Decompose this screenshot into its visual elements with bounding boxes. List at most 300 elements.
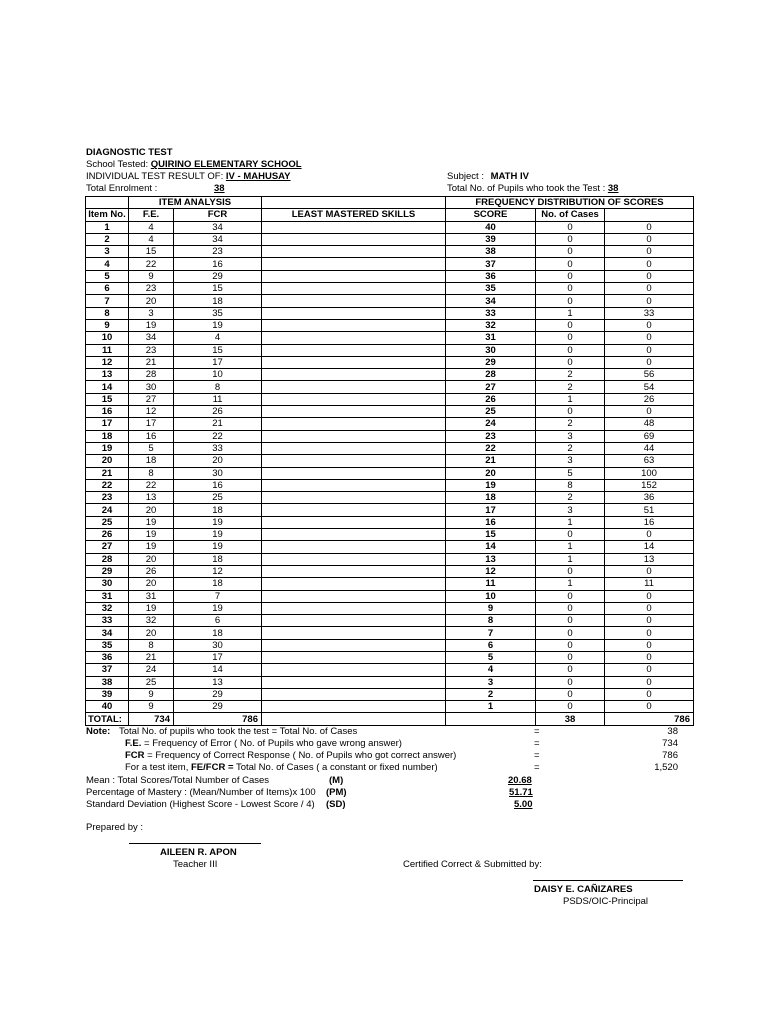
table-row [86,541,694,553]
item-no-cell: 1 [86,221,129,233]
score-cell: 14 [446,541,536,553]
item-no-cell: 34 [86,627,129,639]
product-cell: 0 [605,565,694,577]
score-cell: 5 [446,651,536,663]
fcr-cell: 19 [174,602,262,614]
product-cell: 11 [605,578,694,590]
fcr-cell: 17 [174,651,262,663]
fe-cell: 20 [129,295,174,307]
item-no-cell: 9 [86,319,129,331]
fe-cell: 32 [129,615,174,627]
product-cell: 0 [605,233,694,245]
score-cell: 7 [446,627,536,639]
fe-cell: 13 [129,492,174,504]
cases-cell: 0 [536,688,605,700]
table-row [86,492,694,504]
table-row [86,651,694,663]
mean-abbr: (M) [329,775,344,786]
least-mastered-cell [262,615,446,627]
least-mastered-cell [262,467,446,479]
note-line-2 [125,738,402,750]
product-cell: 14 [605,541,694,553]
table-row [86,639,694,651]
total-product-cell: 786 [605,713,694,725]
total-cases-cell: 38 [536,713,605,725]
cases-cell: 1 [536,516,605,528]
item-no-cell: 27 [86,541,129,553]
fcr-cell: 19 [174,516,262,528]
table-group-header [86,197,694,209]
fcr-cell: 34 [174,221,262,233]
fcr-cell: 6 [174,615,262,627]
cases-cell: 0 [536,246,605,258]
item-no-cell: 36 [86,651,129,663]
fcr-cell: 25 [174,492,262,504]
cases-cell: 1 [536,307,605,319]
fcr-cell: 18 [174,504,262,516]
mastery-abbr: (PM) [326,787,347,798]
item-no-cell: 38 [86,676,129,688]
school-label: School Tested: [86,159,149,170]
result-value: IV - MAHUSAY [225,171,291,182]
fcr-cell: 17 [174,356,262,368]
note-value-1: 38 [667,726,678,737]
product-cell: 33 [605,307,694,319]
fe-cell: 30 [129,381,174,393]
item-no-cell: 30 [86,578,129,590]
product-cell: 0 [605,602,694,614]
score-cell: 2 [446,688,536,700]
score-cell: 34 [446,295,536,307]
pupils-line [447,183,618,195]
least-mastered-cell [262,664,446,676]
product-cell: 0 [605,283,694,295]
note-eq-2: = [534,738,540,749]
fe-cell: 31 [129,590,174,602]
product-cell: 0 [605,221,694,233]
product-cell: 0 [605,651,694,663]
fe-cell: 21 [129,356,174,368]
least-mastered-cell [262,332,446,344]
item-no-cell: 25 [86,516,129,528]
note-value-2: 734 [662,738,678,749]
product-cell: 51 [605,504,694,516]
least-mastered-cell [262,393,446,405]
cases-cell: 0 [536,701,605,713]
item-no-cell: 6 [86,283,129,295]
note-eq-3: = [534,750,540,761]
certified-label: Certified Correct & Submitted by: [403,859,542,870]
mastery-label: Percentage of Mastery : (Mean/Number of Items)x 100 [86,787,316,798]
score-cell: 30 [446,344,536,356]
item-no-cell: 11 [86,344,129,356]
least-mastered-cell [262,369,446,381]
cases-cell: 0 [536,529,605,541]
cases-cell: 0 [536,233,605,245]
fe-cell: 23 [129,344,174,356]
cases-cell: 3 [536,455,605,467]
item-no-cell: 19 [86,442,129,454]
product-cell: 0 [605,639,694,651]
product-cell: 54 [605,381,694,393]
table-row [86,688,694,700]
cases-cell: 0 [536,565,605,577]
fcr-cell: 29 [174,270,262,282]
item-no-cell: 31 [86,590,129,602]
principal-signature-line [533,880,683,881]
item-no-cell: 35 [86,639,129,651]
fcr-cell: 18 [174,553,262,565]
cases-cell: 0 [536,221,605,233]
item-no-cell: 5 [86,270,129,282]
score-cell: 1 [446,701,536,713]
least-mastered-cell [262,504,446,516]
fe-cell: 4 [129,233,174,245]
least-mastered-cell [262,639,446,651]
score-cell: 15 [446,529,536,541]
score-cell: 8 [446,615,536,627]
cases-cell: 2 [536,369,605,381]
product-cell: 0 [605,664,694,676]
fcr-cell: 12 [174,565,262,577]
table-row [86,602,694,614]
fe-cell: 9 [129,688,174,700]
fe-cell: 23 [129,283,174,295]
cases-cell: 0 [536,664,605,676]
fcr-cell: 10 [174,369,262,381]
fe-cell: 19 [129,602,174,614]
least-mastered-cell [262,529,446,541]
score-cell: 16 [446,516,536,528]
fcr-cell: 15 [174,344,262,356]
least-mastered-cell [262,307,446,319]
cases-cell: 0 [536,295,605,307]
cases-cell: 8 [536,479,605,491]
item-no-cell: 28 [86,553,129,565]
fe-cell: 9 [129,270,174,282]
score-cell: 25 [446,406,536,418]
item-no-cell: 2 [86,233,129,245]
score-cell: 20 [446,467,536,479]
table-row [86,676,694,688]
principal-name: DAISY E. CAÑIZARES [534,884,633,895]
table-row [86,664,694,676]
item-no-cell: 12 [86,356,129,368]
item-no-cell: 40 [86,701,129,713]
item-no-cell: 22 [86,479,129,491]
fcr-cell: 30 [174,467,262,479]
table-row [86,295,694,307]
fe-cell: 12 [129,406,174,418]
table-row [86,479,694,491]
product-cell: 26 [605,393,694,405]
score-cell: 12 [446,565,536,577]
table-row [86,467,694,479]
least-mastered-cell [262,319,446,331]
cases-cell: 0 [536,639,605,651]
fcr-cell: 18 [174,295,262,307]
fe-cell: 20 [129,578,174,590]
fcr-cell: 18 [174,627,262,639]
fcr-cell: 11 [174,393,262,405]
fcr-cell: 29 [174,701,262,713]
product-cell: 0 [605,295,694,307]
enrolment-label: Total Enrolment : [86,183,158,194]
item-no-cell: 15 [86,393,129,405]
cases-cell: 3 [536,430,605,442]
fe-cell: 19 [129,529,174,541]
subject-label: Subject : [447,171,484,182]
total-label-cell: TOTAL: [86,713,129,725]
item-no-cell: 23 [86,492,129,504]
item-no-cell: 14 [86,381,129,393]
note-fcr-term: FCR [125,750,145,761]
result-label: INDIVIDUAL TEST RESULT OF: [86,171,224,182]
table-row [86,393,694,405]
score-cell: 3 [446,676,536,688]
product-cell: 0 [605,590,694,602]
table-row [86,627,694,639]
col-fcr: FCR [174,209,262,221]
table-row [86,430,694,442]
table-row [86,283,694,295]
cases-cell: 0 [536,676,605,688]
total-score-cell [446,713,536,725]
product-cell: 0 [605,319,694,331]
item-no-cell: 7 [86,295,129,307]
fe-cell: 28 [129,369,174,381]
fe-cell: 16 [129,430,174,442]
score-cell: 33 [446,307,536,319]
mean-label: Mean : Total Scores/Total Number of Cases [86,775,270,786]
total-fcr-cell: 786 [174,713,262,725]
least-mastered-cell [262,381,446,393]
table-row [86,233,694,245]
total-fe-cell: 734 [129,713,174,725]
item-no-cell: 29 [86,565,129,577]
fcr-cell: 14 [174,664,262,676]
least-mastered-cell [262,492,446,504]
table-row [86,565,694,577]
least-mastered-cell [262,430,446,442]
score-cell: 37 [446,258,536,270]
score-cell: 31 [446,332,536,344]
fe-cell: 19 [129,541,174,553]
fe-cell: 22 [129,258,174,270]
fe-cell: 4 [129,221,174,233]
product-cell: 152 [605,479,694,491]
table-row [86,504,694,516]
cases-cell: 0 [536,258,605,270]
score-cell: 32 [446,319,536,331]
fe-cell: 3 [129,307,174,319]
fe-cell: 9 [129,701,174,713]
least-mastered-cell [262,344,446,356]
note-fe-term: F.E. [125,738,142,749]
fcr-cell: 23 [174,246,262,258]
score-cell: 24 [446,418,536,430]
item-no-cell: 20 [86,455,129,467]
note-fefcr-def: Total No. of Cases ( a constant or fixed number) [235,762,438,773]
fcr-cell: 20 [174,455,262,467]
product-cell: 0 [605,627,694,639]
item-no-cell: 32 [86,602,129,614]
product-cell: 16 [605,516,694,528]
product-cell: 0 [605,701,694,713]
fcr-cell: 16 [174,258,262,270]
teacher-name: AILEEN R. APON [160,847,237,858]
subject-line [447,171,529,183]
product-cell: 63 [605,455,694,467]
fe-cell: 34 [129,332,174,344]
sd-abbr: (SD) [326,799,346,810]
fe-cell: 26 [129,565,174,577]
fe-cell: 18 [129,455,174,467]
fe-cell: 20 [129,553,174,565]
fcr-cell: 4 [174,332,262,344]
least-mastered-cell [262,406,446,418]
cases-cell: 1 [536,578,605,590]
document-title: DIAGNOSTIC TEST [86,147,173,158]
pupils-value: 38 [607,183,619,194]
note-item-prefix: For a test item, [125,762,189,773]
table-row [86,258,694,270]
cases-cell: 0 [536,356,605,368]
fcr-cell: 29 [174,688,262,700]
score-cell: 39 [446,233,536,245]
product-cell: 69 [605,430,694,442]
fe-cell: 27 [129,393,174,405]
product-cell: 48 [605,418,694,430]
prepared-by-label: Prepared by : [86,822,144,833]
table-row [86,455,694,467]
fe-cell: 8 [129,639,174,651]
least-mastered-cell [262,701,446,713]
table-row [86,246,694,258]
score-cell: 18 [446,492,536,504]
score-cell: 19 [446,479,536,491]
teacher-signature-line [129,843,261,844]
note-fcr-def: = Frequency of Correct Response ( No. of Pupils who got correct answer) [147,750,457,761]
fcr-cell: 7 [174,590,262,602]
pupils-label: Total No. of Pupils who took the Test : [447,183,606,194]
least-mastered-cell [262,283,446,295]
cases-cell: 0 [536,344,605,356]
fe-cell: 8 [129,467,174,479]
product-cell: 0 [605,270,694,282]
least-mastered-cell [262,590,446,602]
cases-cell: 5 [536,467,605,479]
least-mastered-cell [262,602,446,614]
fcr-cell: 8 [174,381,262,393]
result-line [86,171,290,183]
fcr-cell: 19 [174,529,262,541]
item-no-cell: 16 [86,406,129,418]
cases-cell: 2 [536,381,605,393]
least-mastered-cell [262,455,446,467]
product-cell: 0 [605,332,694,344]
subject-value: MATH IV [490,171,529,182]
product-cell: 0 [605,356,694,368]
note-fe-def: = Frequency of Error ( No. of Pupils who gave wrong answer) [144,738,402,749]
score-cell: 38 [446,246,536,258]
col-item-no: Item No. [86,209,129,221]
cases-cell: 2 [536,418,605,430]
note-eq-1: = [534,726,540,737]
principal-title: PSDS/OIC-Principal [563,896,648,907]
score-cell: 4 [446,664,536,676]
item-no-cell: 33 [86,615,129,627]
cases-cell: 0 [536,615,605,627]
note-line-1: Total No. of pupils who took the test = Total No. of Cases [119,726,358,737]
product-cell: 0 [605,688,694,700]
table-row [86,221,694,233]
mastery-value: 51.71 [509,787,533,798]
fcr-cell: 15 [174,283,262,295]
score-cell: 13 [446,553,536,565]
table-row [86,590,694,602]
fe-cell: 24 [129,664,174,676]
col-least-mastered: LEAST MASTERED SKILLS [262,209,446,221]
product-cell: 0 [605,406,694,418]
col-cases: No. of Cases [536,209,605,221]
product-cell: 44 [605,442,694,454]
item-no-cell: 24 [86,504,129,516]
fe-cell: 22 [129,479,174,491]
fcr-cell: 19 [174,319,262,331]
sd-value: 5.00 [514,799,533,810]
score-cell: 17 [446,504,536,516]
col-fe: F.E. [129,209,174,221]
sd-label: Standard Deviation (Highest Score - Lowest Score / 4) [86,799,315,810]
fcr-cell: 16 [174,479,262,491]
product-cell: 13 [605,553,694,565]
least-mastered-cell [262,356,446,368]
item-no-cell: 8 [86,307,129,319]
least-mastered-cell [262,516,446,528]
school-value: QUIRINO ELEMENTARY SCHOOL [150,159,302,170]
item-no-cell: 26 [86,529,129,541]
note-label: Note: [86,726,111,737]
fcr-cell: 19 [174,541,262,553]
table-row [86,307,694,319]
least-mastered-cell [262,442,446,454]
table-row [86,516,694,528]
table-row [86,344,694,356]
group-frequency: FREQUENCY DISTRIBUTION OF SCORES [446,197,694,209]
score-cell: 29 [446,356,536,368]
fcr-cell: 21 [174,418,262,430]
fe-cell: 19 [129,516,174,528]
table-row [86,319,694,331]
table-row [86,270,694,282]
least-mastered-cell [262,233,446,245]
least-mastered-cell [262,541,446,553]
note-eq-4: = [534,762,540,773]
cases-cell: 1 [536,553,605,565]
product-cell: 0 [605,258,694,270]
school-line [86,159,302,171]
cases-cell: 2 [536,442,605,454]
teacher-title: Teacher III [173,859,218,870]
fe-cell: 19 [129,319,174,331]
table-row [86,332,694,344]
product-cell: 100 [605,467,694,479]
score-cell: 6 [446,639,536,651]
least-mastered-cell [262,295,446,307]
note-line-3 [125,750,456,762]
least-mastered-cell [262,627,446,639]
